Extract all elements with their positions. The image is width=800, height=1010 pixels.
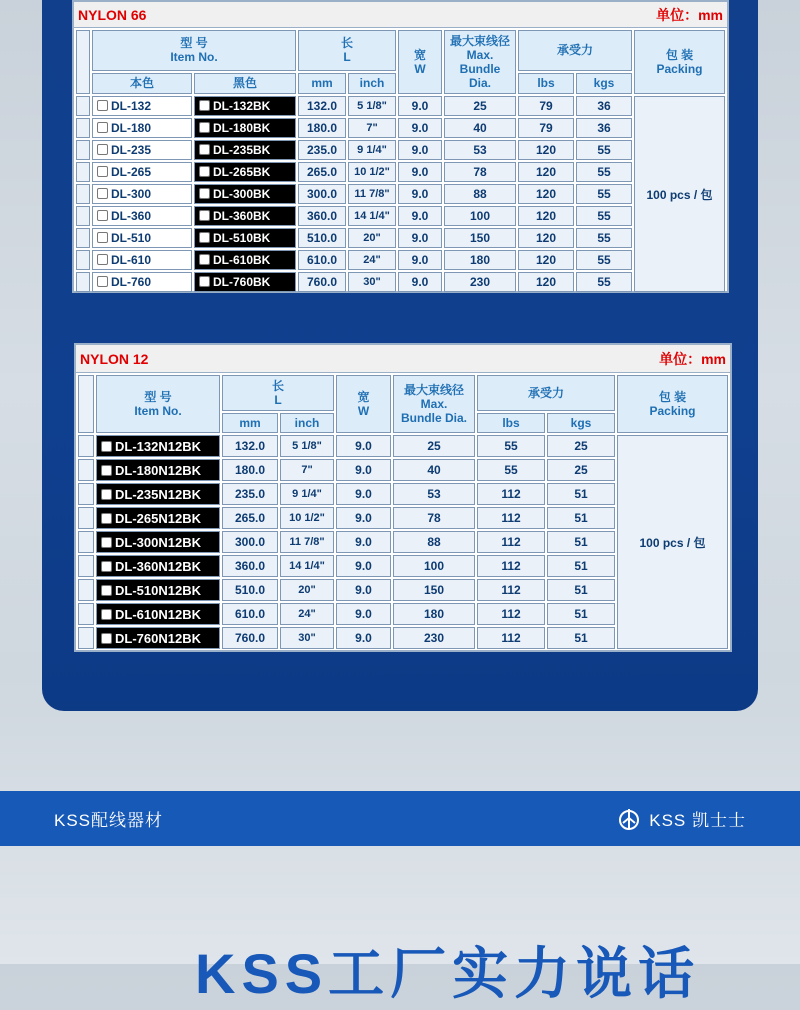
dia-cell: 230: [393, 627, 475, 649]
mm-cell: 180.0: [222, 459, 278, 481]
inch-cell: 30": [348, 272, 396, 292]
mm-cell: 265.0: [298, 162, 346, 182]
natural-item-cell: [92, 272, 192, 292]
w-cell: 9.0: [336, 603, 391, 625]
bundle-header: [393, 375, 475, 433]
packing-header-en: Packing: [656, 62, 703, 76]
w-cell: 9.0: [398, 228, 442, 248]
row-gutter: [76, 118, 90, 138]
inch-cell: 14 1/4": [348, 206, 396, 226]
row-gutter: [76, 272, 90, 292]
lbs-cell: 112: [477, 507, 545, 529]
row-gutter: [78, 603, 94, 625]
lbs-cell: 120: [518, 206, 574, 226]
kss-logo-icon: [617, 807, 641, 831]
unit-label: 单位：mm: [656, 6, 723, 23]
row-gutter: [78, 579, 94, 601]
tensile-header: [518, 30, 632, 71]
dia-cell: 88: [393, 531, 475, 553]
item-cell: [96, 483, 220, 505]
dia-cell: 53: [393, 483, 475, 505]
checkbox-icon[interactable]: [101, 585, 112, 596]
kgs-cell: 25: [547, 435, 615, 457]
lbs-cell: 55: [477, 435, 545, 457]
item-header: [92, 30, 296, 71]
w-cell: 9.0: [398, 272, 442, 292]
black-item-cell: [194, 118, 296, 138]
inch-cell: 11 7/8": [348, 184, 396, 204]
black-item-code: DL-265BK: [213, 165, 271, 179]
kgs-header: kgs: [576, 73, 632, 94]
item-header-cn: 型 号: [180, 36, 208, 51]
black-item-cell: [194, 184, 296, 204]
inch-cell: 20": [348, 228, 396, 248]
checkbox-icon[interactable]: [101, 537, 112, 548]
inch-cell: 9 1/4": [280, 483, 334, 505]
inch-cell: 24": [280, 603, 334, 625]
mm-cell: 300.0: [298, 184, 346, 204]
natural-item-code: DL-132: [111, 99, 152, 113]
natural-item-cell: [92, 162, 192, 182]
table-row: [76, 118, 725, 138]
table-row: [76, 206, 725, 226]
row-gutter: [76, 250, 90, 270]
table-row: [76, 184, 725, 204]
nylon66-spec-table: [74, 28, 727, 294]
lbs-cell: 120: [518, 272, 574, 292]
lbs-cell: 79: [518, 118, 574, 138]
kgs-cell: 55: [576, 206, 632, 226]
row-gutter: [76, 96, 90, 116]
black-item-cell: [194, 250, 296, 270]
table-row: [76, 96, 725, 116]
natural-item-code: DL-510: [111, 231, 152, 245]
item-cell: [96, 507, 220, 529]
nylon12-spec-table: [76, 373, 730, 651]
black-item-code: DL-760BK: [213, 275, 271, 289]
natural-item-cell: [92, 184, 192, 204]
w-cell: 9.0: [398, 96, 442, 116]
width-header-cn: 宽: [357, 390, 370, 404]
item-code: DL-760N12BK: [115, 630, 201, 646]
w-cell: 9.0: [398, 118, 442, 138]
dia-cell: 40: [393, 459, 475, 481]
nylon12-title: NYLON 12: [80, 350, 149, 367]
item-cell: [96, 531, 220, 553]
mm-cell: 132.0: [222, 435, 278, 457]
black-item-code: DL-610BK: [213, 253, 271, 267]
black-item-code: DL-132BK: [213, 99, 271, 113]
mm-cell: 300.0: [222, 531, 278, 553]
dia-cell: 100: [393, 555, 475, 577]
w-cell: 9.0: [336, 435, 391, 457]
checkbox-icon[interactable]: [101, 561, 112, 572]
width-header-cn: 宽: [413, 48, 426, 62]
table-row: [76, 272, 725, 292]
packing-cell: 100 pcs / 包: [617, 435, 728, 649]
black-item-code: DL-360BK: [213, 209, 271, 223]
lbs-cell: 55: [477, 459, 545, 481]
item-code: DL-132N12BK: [115, 438, 201, 454]
mm-cell: 360.0: [298, 206, 346, 226]
bottom-section-title: KSS工厂实力说话: [195, 942, 701, 1005]
row-gutter: [78, 555, 94, 577]
width-header: [398, 30, 442, 94]
mm-header: mm: [222, 413, 278, 433]
mm-cell: 235.0: [222, 483, 278, 505]
checkbox-icon[interactable]: [199, 166, 210, 177]
item-header-en: Item No.: [170, 50, 218, 65]
w-cell: 9.0: [336, 627, 391, 649]
checkbox-icon[interactable]: [97, 166, 108, 177]
dia-cell: 150: [444, 228, 516, 248]
length-header-cn: 长: [271, 379, 284, 393]
black-item-code: DL-510BK: [213, 231, 271, 245]
row-gutter: [76, 30, 90, 94]
lbs-header: lbs: [477, 413, 545, 433]
item-cell: [96, 459, 220, 481]
dia-cell: 53: [444, 140, 516, 160]
footer-left-text: KSS配线器材: [54, 811, 164, 830]
item-header-en: Item No.: [134, 404, 182, 418]
checkbox-icon[interactable]: [199, 122, 210, 133]
footer-bar: [0, 791, 800, 846]
natural-color-header: 本色: [92, 73, 192, 94]
packing-cell: 100 pcs / 包: [634, 96, 725, 292]
row-gutter: [78, 375, 94, 433]
mm-cell: 265.0: [222, 507, 278, 529]
inch-cell: 14 1/4": [280, 555, 334, 577]
row-gutter: [78, 435, 94, 457]
checkbox-icon[interactable]: [101, 441, 112, 452]
lbs-cell: 120: [518, 162, 574, 182]
row-gutter: [76, 140, 90, 160]
inch-cell: 30": [280, 627, 334, 649]
inch-cell: 7": [348, 118, 396, 138]
packing-header-cn: 包 装: [665, 48, 694, 62]
inch-header: inch: [348, 73, 396, 94]
row-gutter: [78, 483, 94, 505]
natural-item-code: DL-610: [111, 253, 152, 267]
kgs-cell: 25: [547, 459, 615, 481]
natural-item-code: DL-180: [111, 121, 152, 135]
mm-cell: 360.0: [222, 555, 278, 577]
kgs-cell: 51: [547, 483, 615, 505]
natural-item-cell: [92, 140, 192, 160]
checkbox-icon[interactable]: [199, 144, 210, 155]
mm-cell: 510.0: [298, 228, 346, 248]
natural-item-code: DL-265: [111, 165, 152, 179]
kgs-cell: 55: [576, 162, 632, 182]
lbs-cell: 120: [518, 250, 574, 270]
checkbox-icon[interactable]: [97, 144, 108, 155]
natural-item-code: DL-760: [111, 275, 152, 289]
inch-cell: 10 1/2": [348, 162, 396, 182]
inch-header: inch: [280, 413, 334, 433]
tensile-header-cn: 承受力: [556, 43, 593, 58]
item-code: DL-265N12BK: [115, 510, 201, 526]
row-gutter: [76, 206, 90, 226]
bundle-header-en2: Bundle: [459, 62, 501, 76]
packing-header: [634, 30, 725, 94]
row-gutter: [76, 162, 90, 182]
item-code: DL-235N12BK: [115, 486, 201, 502]
kgs-cell: 55: [576, 140, 632, 160]
dia-cell: 180: [393, 603, 475, 625]
bundle-header-en3: Dia.: [468, 76, 491, 90]
checkbox-icon[interactable]: [97, 100, 108, 111]
black-item-cell: [194, 206, 296, 226]
row-gutter: [78, 459, 94, 481]
table-row: [78, 435, 728, 457]
w-cell: 9.0: [336, 555, 391, 577]
table-row: [76, 162, 725, 182]
dia-cell: 180: [444, 250, 516, 270]
checkbox-icon[interactable]: [101, 489, 112, 500]
w-cell: 9.0: [398, 140, 442, 160]
checkbox-icon[interactable]: [101, 633, 112, 644]
bundle-header-en1: Max.: [420, 397, 448, 411]
bundle-header-cn: 最大束线径: [449, 34, 510, 48]
w-cell: 9.0: [398, 162, 442, 182]
item-header: [96, 375, 220, 433]
mm-cell: 132.0: [298, 96, 346, 116]
item-code: DL-610N12BK: [115, 606, 201, 622]
mm-header: mm: [298, 73, 346, 94]
mm-cell: 235.0: [298, 140, 346, 160]
dia-cell: 230: [444, 272, 516, 292]
footer-brand-text: KSS 凯士士: [649, 811, 746, 830]
row-gutter: [78, 627, 94, 649]
checkbox-icon[interactable]: [97, 210, 108, 221]
width-header-en: W: [357, 404, 370, 418]
item-cell: [96, 435, 220, 457]
item-cell: [96, 627, 220, 649]
w-cell: 9.0: [336, 531, 391, 553]
lbs-cell: 120: [518, 184, 574, 204]
mm-cell: 760.0: [222, 627, 278, 649]
nylon12-title-bar: [76, 345, 730, 373]
row-gutter: [78, 507, 94, 529]
table-row: [76, 140, 725, 160]
natural-item-cell: [92, 206, 192, 226]
inch-cell: 7": [280, 459, 334, 481]
length-header-cn: 长: [340, 36, 353, 51]
kgs-cell: 51: [547, 507, 615, 529]
natural-item-cell: [92, 96, 192, 116]
nylon12-table: [74, 343, 732, 652]
checkbox-icon[interactable]: [97, 254, 108, 265]
w-cell: 9.0: [336, 483, 391, 505]
checkbox-icon[interactable]: [199, 100, 210, 111]
width-header-en: W: [414, 62, 426, 76]
black-item-code: DL-235BK: [213, 143, 271, 157]
w-cell: 9.0: [398, 206, 442, 226]
item-code: DL-510N12BK: [115, 582, 201, 598]
mm-cell: 180.0: [298, 118, 346, 138]
kgs-cell: 51: [547, 603, 615, 625]
black-item-code: DL-180BK: [213, 121, 271, 135]
item-cell: [96, 603, 220, 625]
w-cell: 9.0: [398, 184, 442, 204]
item-code: DL-300N12BK: [115, 534, 201, 550]
row-gutter: [76, 184, 90, 204]
row-gutter: [76, 228, 90, 248]
inch-cell: 10 1/2": [280, 507, 334, 529]
natural-item-code: DL-300: [111, 187, 152, 201]
inch-cell: 20": [280, 579, 334, 601]
checkbox-icon[interactable]: [199, 210, 210, 221]
width-header: [336, 375, 391, 433]
checkbox-icon[interactable]: [199, 254, 210, 265]
kgs-cell: 36: [576, 118, 632, 138]
checkbox-icon[interactable]: [101, 465, 112, 476]
dia-cell: 25: [444, 96, 516, 116]
packing-header: [617, 375, 728, 433]
kgs-cell: 55: [576, 228, 632, 248]
unit-label: 单位：mm: [659, 350, 726, 367]
lbs-header: lbs: [518, 73, 574, 94]
lbs-cell: 120: [518, 140, 574, 160]
inch-cell: 24": [348, 250, 396, 270]
inch-cell: 11 7/8": [280, 531, 334, 553]
kgs-cell: 51: [547, 627, 615, 649]
kgs-cell: 36: [576, 96, 632, 116]
dia-cell: 150: [393, 579, 475, 601]
natural-item-cell: [92, 118, 192, 138]
mm-cell: 510.0: [222, 579, 278, 601]
kgs-cell: 55: [576, 272, 632, 292]
dia-cell: 78: [444, 162, 516, 182]
packing-header-cn: 包 装: [658, 390, 687, 404]
checkbox-icon[interactable]: [199, 276, 210, 287]
nylon66-table: [72, 0, 729, 293]
natural-item-code: DL-235: [111, 143, 152, 157]
inch-cell: 5 1/8": [348, 96, 396, 116]
dia-cell: 88: [444, 184, 516, 204]
lbs-cell: 112: [477, 579, 545, 601]
checkbox-icon[interactable]: [97, 122, 108, 133]
lbs-cell: 112: [477, 555, 545, 577]
item-header-cn: 型 号: [144, 390, 172, 404]
item-code: DL-360N12BK: [115, 558, 201, 574]
inch-cell: 5 1/8": [280, 435, 334, 457]
lbs-cell: 112: [477, 603, 545, 625]
table-row: [76, 250, 725, 270]
black-item-cell: [194, 162, 296, 182]
dia-cell: 100: [444, 206, 516, 226]
black-item-code: DL-300BK: [213, 187, 271, 201]
kgs-cell: 51: [547, 555, 615, 577]
tensile-header: [477, 375, 615, 411]
dia-cell: 78: [393, 507, 475, 529]
bundle-header: [444, 30, 516, 94]
lbs-cell: 112: [477, 531, 545, 553]
inch-cell: 9 1/4": [348, 140, 396, 160]
length-header-en: L: [274, 393, 282, 407]
natural-item-cell: [92, 228, 192, 248]
packing-header-en: Packing: [649, 404, 696, 418]
w-cell: 9.0: [336, 507, 391, 529]
kgs-cell: 55: [576, 184, 632, 204]
checkbox-icon[interactable]: [199, 232, 210, 243]
bundle-header-en23: Bundle Dia.: [400, 411, 467, 425]
black-item-cell: [194, 272, 296, 292]
kgs-header: kgs: [547, 413, 615, 433]
checkbox-icon[interactable]: [101, 609, 112, 620]
natural-item-code: DL-360: [111, 209, 152, 223]
black-color-header: 黑色: [194, 73, 296, 94]
lbs-cell: 112: [477, 627, 545, 649]
bundle-header-cn: 最大束线径: [403, 383, 464, 397]
table-row: [76, 228, 725, 248]
black-item-cell: [194, 96, 296, 116]
item-code: DL-180N12BK: [115, 462, 201, 478]
black-item-cell: [194, 228, 296, 248]
natural-item-cell: [92, 250, 192, 270]
checkbox-icon[interactable]: [97, 276, 108, 287]
checkbox-icon[interactable]: [97, 232, 108, 243]
footer-brand: [617, 806, 746, 831]
checkbox-icon[interactable]: [199, 188, 210, 199]
kgs-cell: 51: [547, 579, 615, 601]
mm-cell: 760.0: [298, 272, 346, 292]
item-cell: [96, 555, 220, 577]
lbs-cell: 79: [518, 96, 574, 116]
bundle-header-en1: Max.: [466, 48, 494, 62]
checkbox-icon[interactable]: [101, 513, 112, 524]
tensile-header-cn: 承受力: [527, 386, 564, 400]
lbs-cell: 112: [477, 483, 545, 505]
w-cell: 9.0: [336, 579, 391, 601]
kgs-cell: 51: [547, 531, 615, 553]
length-header-en: L: [343, 50, 351, 65]
mm-cell: 610.0: [298, 250, 346, 270]
item-cell: [96, 579, 220, 601]
kgs-cell: 55: [576, 250, 632, 270]
nylon66-title: NYLON 66: [78, 6, 147, 23]
dia-cell: 40: [444, 118, 516, 138]
w-cell: 9.0: [398, 250, 442, 270]
black-item-cell: [194, 140, 296, 160]
nylon66-title-bar: [74, 2, 727, 28]
checkbox-icon[interactable]: [97, 188, 108, 199]
lbs-cell: 120: [518, 228, 574, 248]
dia-cell: 25: [393, 435, 475, 457]
w-cell: 9.0: [336, 459, 391, 481]
mm-cell: 610.0: [222, 603, 278, 625]
length-header: [298, 30, 396, 71]
row-gutter: [78, 531, 94, 553]
length-header: [222, 375, 334, 411]
